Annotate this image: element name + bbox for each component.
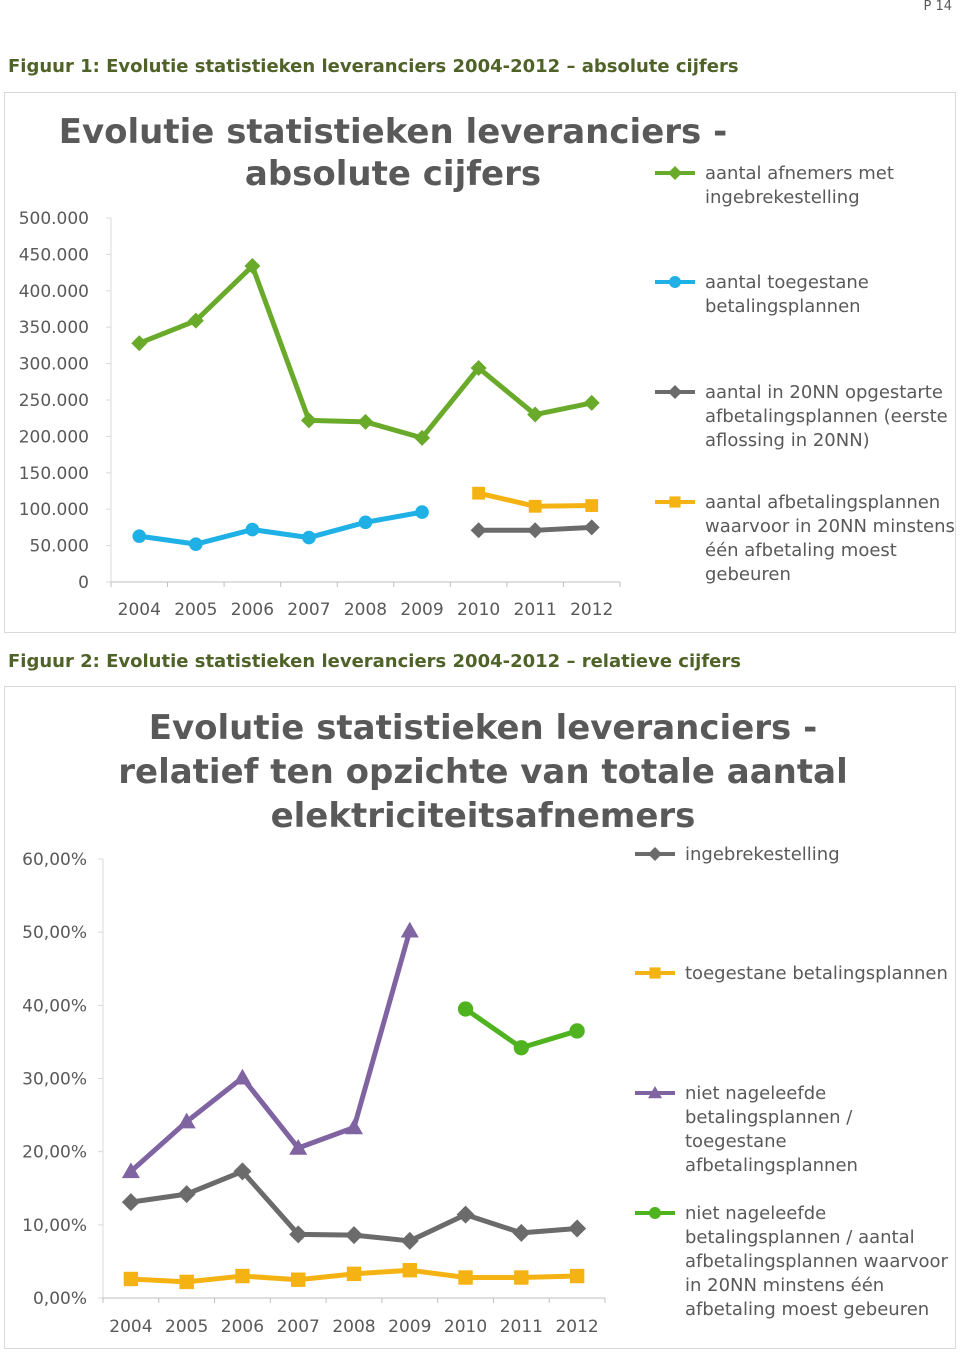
- legend-label: aantal toegestane: [705, 272, 869, 293]
- legend-label: betalingsplannen: [705, 296, 861, 317]
- legend-marker: [649, 967, 660, 978]
- x-tick-label: 2011: [513, 600, 557, 620]
- data-point: [359, 516, 373, 530]
- figure1-chart: [5, 93, 957, 634]
- x-tick-label: 2006: [230, 600, 275, 620]
- series-line: [139, 266, 591, 438]
- x-tick-label: 2009: [388, 1317, 432, 1337]
- legend-entry-1: [635, 844, 840, 865]
- legend-label: toegestane: [685, 1131, 787, 1152]
- x-tick-label: 2012: [570, 600, 614, 620]
- legend-entry-3: [655, 382, 948, 451]
- legend-entry-2: [655, 272, 869, 317]
- series-4: [472, 487, 598, 513]
- series-1: [122, 1162, 586, 1250]
- legend-label: ingebrekestelling: [705, 187, 860, 208]
- legend-label: aflossing in 20NN): [705, 430, 870, 451]
- series-3: [122, 922, 419, 1178]
- legend-label: betalingsplannen /: [685, 1107, 853, 1128]
- x-tick-label: 2010: [443, 1317, 488, 1337]
- data-point: [569, 1023, 584, 1038]
- data-point: [301, 412, 317, 428]
- x-tick-label: 2007: [276, 1317, 320, 1337]
- legend-label: aantal afbetalingsplannen: [705, 492, 941, 513]
- chart-title-line: elektriciteitsafnemers: [270, 796, 696, 836]
- data-point: [189, 537, 203, 551]
- data-point: [233, 1069, 251, 1085]
- data-point: [568, 1219, 586, 1237]
- legend-label: één afbetaling moest: [705, 540, 897, 561]
- data-point: [585, 499, 598, 512]
- data-point: [403, 1263, 417, 1277]
- x-tick-label: 2004: [117, 600, 161, 620]
- legend-label: ingebrekestelling: [685, 844, 840, 865]
- legend-label: afbetalingsplannen waarvoor: [685, 1251, 948, 1272]
- y-tick-label: 50,00%: [22, 923, 87, 944]
- y-tick-label: 150.000: [18, 463, 89, 484]
- legend-label: waarvoor in 20NN minstens: [705, 516, 955, 537]
- legend-entry-4: [655, 492, 955, 585]
- page-number: P 14: [923, 0, 952, 14]
- y-tick-label: 400.000: [18, 281, 89, 302]
- data-point: [584, 395, 600, 411]
- legend-marker: [669, 496, 680, 507]
- figure2-chart: [5, 687, 957, 1350]
- data-point: [458, 1001, 473, 1016]
- series-3: [471, 519, 600, 538]
- series-line: [131, 931, 410, 1172]
- figure1-caption: Figuur 1: Evolutie statistieken leveranciers 2004-2012 – absolute cijfers: [8, 56, 739, 77]
- legend-entry-4: [635, 1203, 949, 1320]
- x-tick-label: 2004: [109, 1317, 153, 1337]
- data-point: [122, 1193, 140, 1211]
- legend-label: afbetalingsplannen (eerste: [705, 406, 948, 427]
- data-point: [131, 335, 147, 351]
- data-point: [347, 1267, 361, 1281]
- y-tick-label: 300.000: [18, 354, 89, 375]
- x-tick-label: 2008: [332, 1317, 376, 1337]
- legend-label: afbetaling moest gebeuren: [685, 1299, 930, 1320]
- y-tick-label: 100.000: [18, 500, 89, 521]
- data-point: [472, 487, 485, 500]
- x-tick-label: 2009: [400, 600, 444, 620]
- data-point: [584, 519, 600, 535]
- chart-title-line: relatief ten opzichte van totale aantal: [118, 752, 848, 792]
- x-tick-label: 2010: [456, 600, 501, 620]
- legend-marker: [668, 385, 682, 399]
- y-tick-label: 0: [78, 573, 89, 593]
- legend-marker: [649, 1207, 661, 1219]
- data-point: [124, 1272, 138, 1286]
- series-4: [458, 1001, 585, 1055]
- y-tick-label: 500.000: [18, 209, 89, 229]
- y-tick-label: 450.000: [18, 245, 89, 266]
- x-tick-label: 2011: [499, 1317, 543, 1337]
- legend-label: aantal in 20NN opgestarte: [705, 382, 943, 403]
- y-tick-label: 0,00%: [32, 1289, 87, 1309]
- legend-label: in 20NN minstens één: [685, 1275, 885, 1296]
- chart-title-line: absolute cijfers: [244, 154, 542, 194]
- x-tick-label: 2006: [220, 1317, 265, 1337]
- legend-label: aantal afnemers met: [705, 163, 894, 184]
- legend-label: afbetalingsplannen: [685, 1155, 858, 1176]
- data-point: [457, 1206, 475, 1224]
- legend-marker: [669, 276, 681, 288]
- data-point: [401, 1232, 419, 1250]
- data-point: [179, 1275, 193, 1289]
- x-tick-label: 2012: [555, 1317, 599, 1337]
- data-point: [178, 1185, 196, 1203]
- data-point: [458, 1270, 472, 1284]
- y-tick-label: 50.000: [29, 536, 89, 557]
- data-point: [401, 922, 419, 938]
- legend-label: niet nageleefde: [685, 1203, 827, 1224]
- legend-entry-2: [635, 963, 948, 984]
- data-point: [302, 531, 316, 545]
- data-point: [514, 1040, 529, 1055]
- data-point: [358, 414, 374, 430]
- data-point: [132, 529, 146, 543]
- y-tick-label: 20,00%: [22, 1142, 87, 1163]
- data-point: [527, 522, 543, 538]
- y-tick-label: 200.000: [18, 427, 89, 448]
- data-point: [529, 500, 542, 513]
- legend-marker: [648, 847, 662, 861]
- legend-label: gebeuren: [705, 564, 791, 585]
- data-point: [291, 1273, 305, 1287]
- figure2-chart-frame: [4, 686, 956, 1349]
- data-point: [345, 1119, 363, 1135]
- y-tick-label: 40,00%: [22, 996, 87, 1017]
- legend-entry-3: [635, 1083, 858, 1176]
- data-point: [570, 1269, 584, 1283]
- legend-label: niet nageleefde: [685, 1083, 827, 1104]
- legend-entry-1: [655, 163, 894, 208]
- figure1-chart-frame: [4, 92, 956, 633]
- data-point: [415, 505, 429, 519]
- y-tick-label: 350.000: [18, 318, 89, 339]
- y-tick-label: 250.000: [18, 391, 89, 411]
- chart-title-line: Evolutie statistieken leveranciers -: [58, 112, 728, 152]
- chart-title-line: Evolutie statistieken leveranciers -: [148, 708, 818, 748]
- data-point: [514, 1270, 528, 1284]
- series-2: [132, 505, 428, 551]
- x-tick-label: 2005: [165, 1317, 209, 1337]
- legend-label: betalingsplannen / aantal: [685, 1227, 915, 1248]
- y-tick-label: 10,00%: [22, 1215, 87, 1236]
- data-point: [471, 522, 487, 538]
- y-tick-label: 30,00%: [22, 1069, 87, 1090]
- legend-label: toegestane betalingsplannen: [685, 963, 948, 984]
- x-tick-label: 2008: [343, 600, 388, 620]
- legend-marker: [668, 166, 682, 180]
- x-tick-label: 2005: [174, 600, 218, 620]
- series-line: [139, 512, 422, 544]
- data-point: [246, 523, 260, 537]
- x-tick-label: 2007: [287, 600, 331, 620]
- data-point: [512, 1224, 530, 1242]
- series-1: [131, 258, 599, 446]
- data-point: [345, 1226, 363, 1244]
- series-2: [124, 1263, 585, 1289]
- y-tick-label: 60,00%: [22, 850, 87, 870]
- data-point: [235, 1269, 249, 1283]
- figure2-caption: Figuur 2: Evolutie statistieken leveranciers 2004-2012 – relatieve cijfers: [8, 651, 741, 672]
